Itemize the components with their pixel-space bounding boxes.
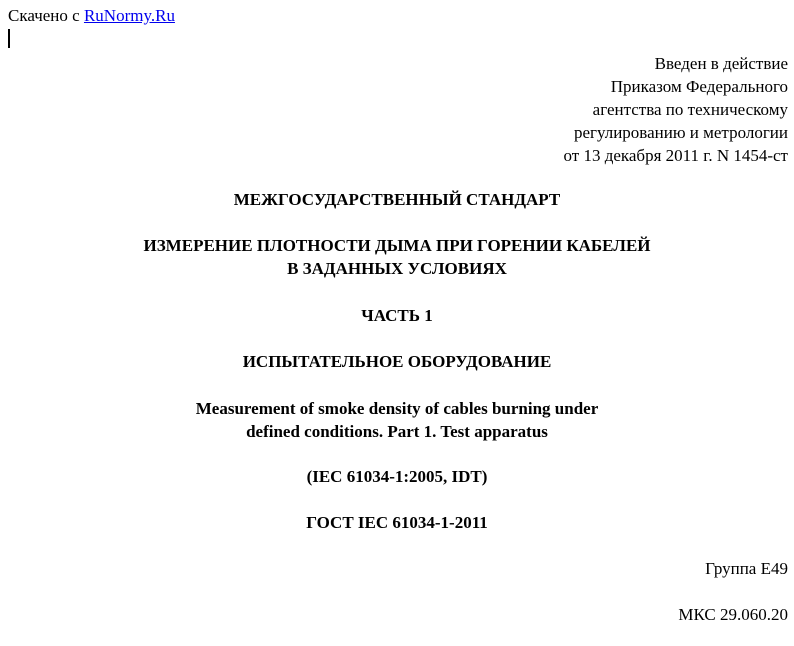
introduced-line-3: агентства по техническому	[592, 100, 788, 119]
introduced-line-4: регулированию и метрологии	[573, 123, 788, 142]
part-text: ЧАСТЬ 1	[361, 306, 433, 325]
mks-code: МКС 29.060.20	[678, 605, 788, 624]
introduced-line-2: Приказом Федерального	[610, 77, 788, 96]
standard-name-line-1: ИЗМЕРЕНИЕ ПЛОТНОСТИ ДЫМА ПРИ ГОРЕНИИ КАБЕЛЕЙ	[143, 236, 651, 255]
english-title-line-2: defined conditions. Part 1. Test apparatus	[246, 422, 548, 441]
standard-type-heading	[0, 188, 794, 211]
iec-reference	[0, 465, 794, 488]
group-code: Группа Е49	[705, 559, 788, 578]
standard-name-heading	[0, 234, 794, 280]
standard-name-line-2: В ЗАДАННЫХ УСЛОВИЯХ	[287, 259, 507, 278]
gost-designation-text: ГОСТ IEC 61034-1-2011	[306, 513, 488, 532]
english-title	[0, 397, 794, 443]
downloaded-from-line	[8, 6, 175, 26]
gost-designation	[0, 511, 794, 534]
text-cursor	[8, 29, 10, 48]
introduced-line-5: от 13 декабря 2011 г. N 1454-ст	[563, 146, 788, 165]
part-title-heading	[0, 350, 794, 373]
downloaded-prefix: Скачено с	[8, 6, 84, 25]
part-title-text: ИСПЫТАТЕЛЬНОЕ ОБОРУДОВАНИЕ	[242, 352, 552, 371]
part-heading	[0, 304, 794, 327]
english-title-line-1: Measurement of smoke density of cables burning under	[195, 399, 599, 418]
iec-reference-text: (IEC 61034-1:2005, IDT)	[306, 467, 488, 486]
introduced-line-1: Введен в действие	[654, 54, 788, 73]
runormy-link[interactable]: RuNormy.Ru	[83, 6, 175, 25]
standard-type-text: МЕЖГОСУДАРСТВЕННЫЙ СТАНДАРТ	[233, 190, 561, 209]
introduced-block	[563, 52, 788, 167]
